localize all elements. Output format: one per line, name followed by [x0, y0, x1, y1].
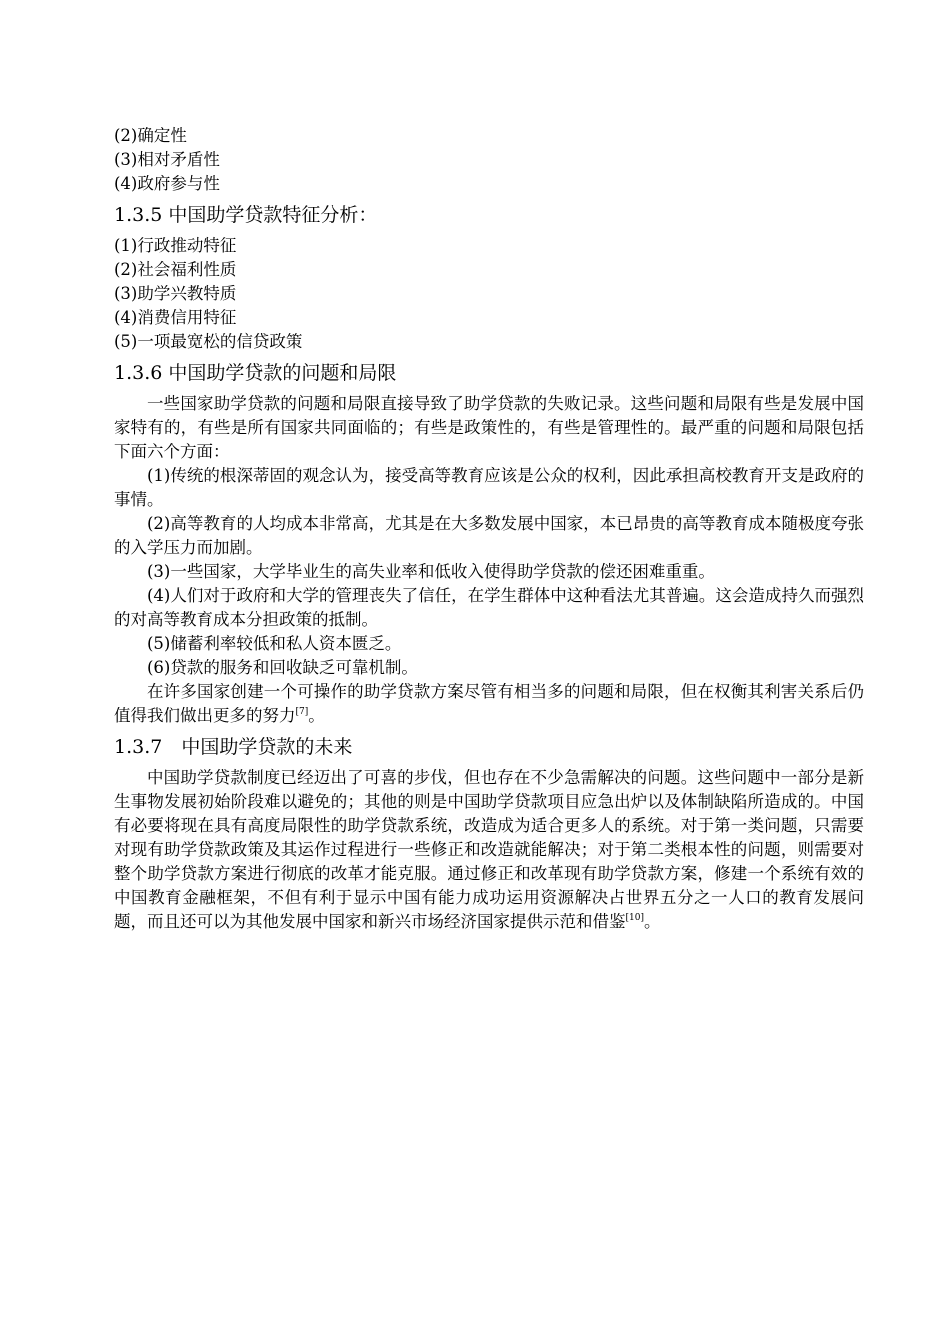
list-item: (5)一项最宽松的信贷政策 [114, 332, 303, 351]
citation-ref: [7] [295, 707, 309, 717]
paragraph: (3)一些国家，大学毕业生的高失业率和低收入使得助学贷款的偿还困难重重。 [147, 562, 715, 581]
section-heading-1-3-6: 1.3.6 中国助学贷款的问题和局限 [114, 362, 397, 384]
paragraph: 一些国家助学贷款的问题和局限直接导致了助学贷款的失败记录。这些问题和局限有些是发展中国家特有的，有些是所有国家共同面临的；有些是政策性的，有些是管理性的。最严重的问题和局限包括下面六个方面： [114, 394, 864, 461]
paragraph: (4)人们对于政府和大学的管理丧失了信任，在学生群体中这种看法尤其普遍。这会造成持久而强烈的对高等教育成本分担政策的抵制。 [114, 586, 864, 629]
list-item: (3)助学兴教特质 [114, 284, 237, 303]
list-item: (4)消费信用特征 [114, 308, 237, 327]
citation-ref: [10] [625, 913, 644, 923]
list-item: (2)社会福利性质 [114, 260, 237, 279]
paragraph-end: 。 [308, 706, 325, 725]
list-item: (2)确定性 [114, 126, 187, 145]
section-heading-1-3-7: 1.3.7 中国助学贷款的未来 [114, 736, 353, 758]
paragraph: (5)储蓄利率较低和私人资本匮乏。 [147, 634, 402, 653]
paragraph-text: 中国助学贷款制度已经迈出了可喜的步伐，但也存在不少急需解决的问题。这些问题中一部分是新生事物发展初始阶段难以避免的；其他的则是中国助学贷款项目应急出炉以及体制缺陷所造成的。中国有必要将现在具有高度局限性的助学贷款系统，改造成为适合更多人的系统。对于第一类问题，只需要对现有助学贷款政策及其运作过程进行一些修正和改造就能解决；对于第二类根本性的问题，则需要对整个助学贷款方案进行彻底的改革才能克服。通过修正和改革现有助学贷款方案，修建一个系统有效的中国教育金融框架，不但有利于显示中国有能力成功运用资源解决占世界五分之一人口的教育发展问题，而且还可以为其他发展中国家和新兴市场经济国家提供示范和借鉴 [114, 768, 864, 931]
section-heading-1-3-5: 1.3.5 中国助学贷款特征分析： [114, 204, 378, 226]
paragraph: (6)贷款的服务和回收缺乏可靠机制。 [147, 658, 418, 677]
paragraph-end: 。 [643, 912, 661, 931]
paragraph-with-citation [114, 680, 864, 728]
paragraph: (1)传统的根深蒂固的观念认为，接受高等教育应该是公众的权利，因此承担高校教育开支是政府的事情。 [114, 466, 864, 509]
paragraph-with-citation [114, 766, 864, 934]
paragraph-text: 在许多国家创建一个可操作的助学贷款方案尽管有相当多的问题和局限，但在权衡其利害关系后仍值得我们做出更多的努力 [114, 682, 864, 725]
list-item: (4)政府参与性 [114, 174, 220, 193]
list-item: (3)相对矛盾性 [114, 150, 220, 169]
paragraph: (2)高等教育的人均成本非常高，尤其是在大多数发展中国家，本已昂贵的高等教育成本随极度夸张的入学压力而加剧。 [114, 514, 864, 557]
list-item: (1)行政推动特征 [114, 236, 237, 255]
document-page [114, 124, 864, 934]
